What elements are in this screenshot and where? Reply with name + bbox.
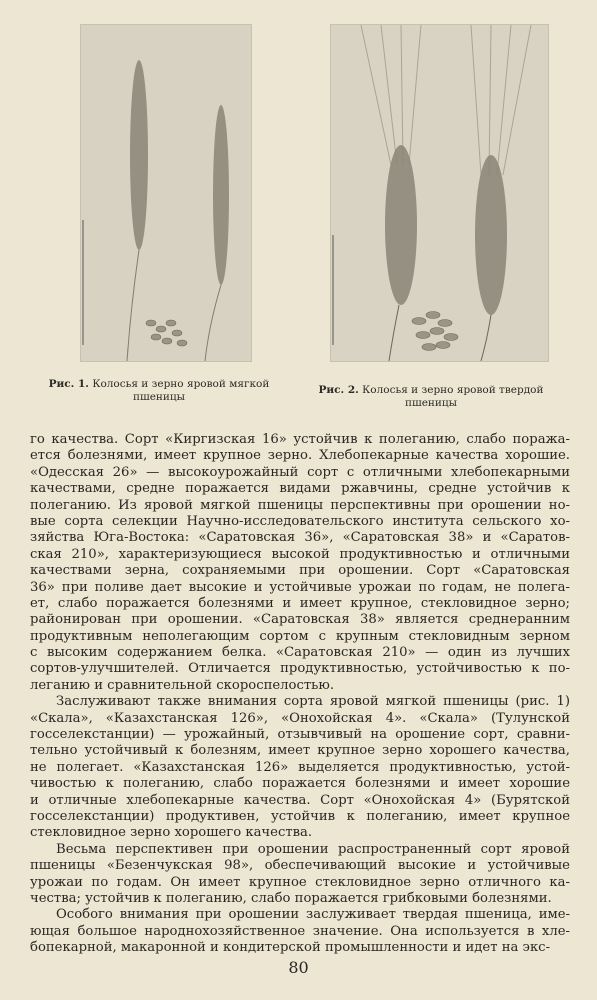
body-text (30, 432, 570, 957)
text-line: качествами, средне поражается видами ржавчины, средне устойчив к (30, 481, 570, 497)
figure-1-caption (28, 378, 290, 404)
text-line: ская 210», характеризующиеся высокой продуктивностью и отличными (30, 546, 570, 562)
text-line: бопекарной, макаронной и кондитерской промышленности и идет на экс- (30, 940, 551, 956)
paragraph (30, 432, 570, 694)
figure-1-caption-text: Колосья и зерно яровой мягкой пшеницы (92, 378, 270, 403)
text-line: урожаи по годам. Он имеет крупное стекловидное зерно отличного ка- (30, 874, 570, 890)
text-line: леганию и сравнительной скороспелостью. (30, 677, 335, 693)
text-line: и отличные хлебопекарные качества. Сорт «Онохойская 4» (Бурятской (30, 792, 570, 808)
text-line: сортов-улучшителей. Отличается продуктивностью, устойчивостью к по- (30, 661, 570, 677)
figure-2-caption-text: Колосья и зерно яровой твердой пшеницы (362, 384, 544, 409)
text-line: продуктивным неполегающим сортом с крупным стекловидным зерном (30, 628, 570, 644)
paragraph (30, 842, 570, 908)
text-line: не полегает. «Казахстанская 126» выделяется продуктивностью, устой- (30, 759, 570, 775)
text-line: качествами зерна, сохраняемыми при орошении. Сорт «Саратовская (30, 563, 570, 579)
figure-2-label: Рис. 2. (318, 384, 359, 396)
text-line: зяйства Юга-Востока: «Саратовская 36», «Саратовская 38» и «Саратов- (30, 530, 570, 546)
text-line: чества; устойчив к полеганию, слабо поражается грибковыми болезнями. (30, 890, 552, 906)
text-line: госселекстанции) продуктивен, устойчив к полеганию, имеет крупное (30, 808, 570, 824)
text-line: го качества. Сорт «Киргизская 16» устойчив к полеганию, слабо поража- (30, 432, 570, 447)
text-line: «Скала», «Казахстанская 126», «Онохойская 4». «Скала» (Тулунской (30, 710, 570, 726)
figure-1-photo (80, 24, 252, 362)
text-line: 36» при поливе дает высокие и устойчивые урожаи по годам, не полега- (30, 579, 570, 595)
text-line: «Одесская 26» — высокоурожайный сорт с отличными хлебопекарными (30, 464, 570, 480)
text-line: районирован при орошении. «Саратовская 38» является среднеранним (30, 612, 570, 628)
paragraph (30, 907, 570, 956)
text-line: стекловидное зерно хорошего качества. (30, 825, 313, 841)
text-line: с высоким содержанием белка. «Саратовская 210» — один из лучших (30, 645, 570, 661)
text-line: чивостью к полеганию, слабо поражается болезнями и имеет хорошие (30, 776, 570, 792)
text-line: Весьма перспективен при орошении распространенный сорт яровой (56, 841, 570, 857)
figure-2-caption (300, 384, 562, 410)
text-line: Особого внимания при орошении заслуживает твердая пшеница, име- (56, 907, 570, 923)
text-line: тельно устойчивый к болезням, имеет крупное зерно хорошего качества, (30, 743, 570, 759)
text-line: ющая большое народнохозяйственное значение. Она используется в хле- (30, 923, 570, 939)
page-number: 80 (288, 958, 309, 977)
text-line: ет, слабо поражается болезнями и имеет крупное, стекловидное зерно; (30, 595, 570, 611)
text-line: госселекстанции) — урожайный, отзывчивый на орошение сорт, сравни- (30, 727, 570, 743)
figures-area (0, 0, 597, 420)
paragraph (30, 694, 570, 842)
text-line: пшеницы «Безенчукская 98», обеспечивающий высокие и устойчивые (30, 858, 570, 874)
text-line: полеганию. Из яровой мягкой пшеницы перспективны при орошении но- (30, 497, 570, 513)
text-line: ется болезнями, имеет крупное зерно. Хлебопекарные качества хорошие. (30, 448, 570, 464)
text-line: Заслуживают также внимания сорта яровой мягкой пшеницы (рис. 1) (56, 694, 570, 710)
figure-2-photo (330, 24, 549, 362)
figure-1-label: Рис. 1. (48, 378, 89, 390)
text-line: вые сорта селекции Научно-исследовательского института сельского хо- (30, 513, 570, 529)
